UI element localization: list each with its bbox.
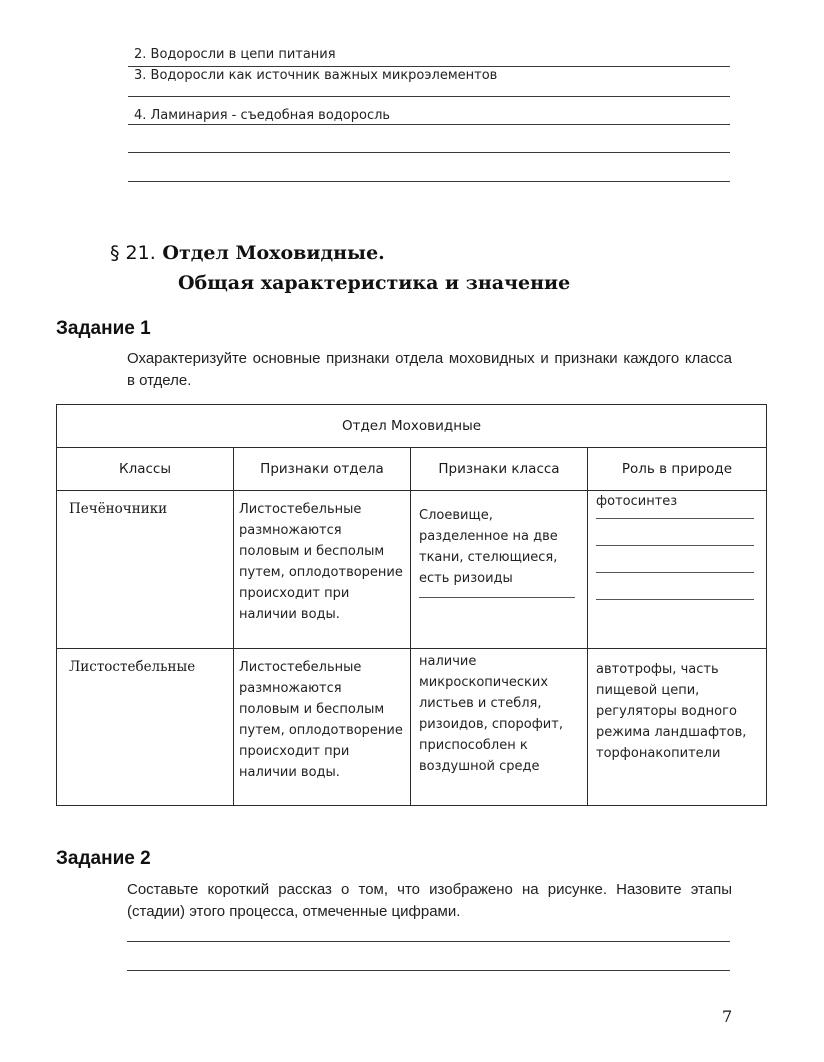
role-cell — [588, 491, 767, 649]
division-traits-cell: Листостебельные размножаются половым и бесполым путем, оплодотворение происходит при наличии воды. — [234, 491, 411, 649]
section-number: § 21. — [110, 242, 156, 264]
answer-rule — [128, 152, 730, 153]
column-header-division-traits: Признаки отдела — [234, 448, 411, 491]
table-row — [57, 649, 767, 806]
answer-line-3: 3. Водоросли как источник важных микроэлементов — [134, 68, 498, 83]
blank-answer-line — [596, 545, 754, 546]
class-traits-text: Слоевище, разделенное на две ткани, стелющиеся, есть ризоиды — [419, 508, 558, 586]
column-header-role: Роль в природе — [588, 448, 767, 491]
class-name: Печёночники — [57, 491, 234, 649]
answer-line-2: 2. Водоросли в цепи питания — [134, 47, 336, 62]
blank-answer-line — [596, 572, 754, 573]
role-text: фотосинтез — [596, 494, 678, 509]
answer-rule — [127, 941, 730, 942]
class-traits-cell — [411, 491, 588, 649]
section-title — [110, 238, 570, 298]
table-row — [57, 491, 767, 649]
answer-line-4: 4. Ламинария - съедобная водоросль — [134, 108, 391, 123]
task1-heading: Задание 1 — [56, 318, 151, 339]
task2-instruction: Составьте короткий рассказ о том, что изображено на рисунке. Назовите этапы (стадии) этого процесса, отмеченные цифрами. — [127, 881, 732, 920]
answer-rule — [128, 124, 730, 125]
top-answer-block — [128, 44, 730, 194]
answer-rule — [128, 96, 730, 97]
answer-rule — [128, 181, 730, 182]
section-title-line2: Общая характеристика и значение — [178, 272, 571, 294]
role-cell: автотрофы, часть пищевой цепи, регуляторы водного режима ландшафтов, торфонакопители — [588, 649, 767, 806]
blank-answer-line — [596, 599, 754, 600]
class-traits-cell: наличие микроскопических листьев и стебля, ризоидов, спорофит, приспособлен к воздушной среде — [411, 649, 588, 806]
blank-answer-line — [596, 518, 754, 519]
page-number: 7 — [722, 1007, 733, 1026]
column-header-class-traits: Признаки класса — [411, 448, 588, 491]
class-name: Листостебельные — [57, 649, 234, 806]
division-traits-cell: Листостебельные размножаются половым и бесполым путем, оплодотворение происходит при наличии воды. — [234, 649, 411, 806]
task1-instruction: Охарактеризуйте основные признаки отдела моховидных и признаки каждого класса в отделе. — [127, 350, 732, 389]
task2-heading: Задание 2 — [56, 848, 151, 869]
column-header-classes: Классы — [57, 448, 234, 491]
mosses-table — [56, 404, 767, 806]
answer-rule — [128, 66, 730, 67]
table-title: Отдел Моховидные — [57, 405, 767, 448]
blank-answer-line — [419, 597, 575, 598]
section-title-line1: Отдел Моховидные. — [162, 242, 385, 264]
answer-rule — [127, 970, 730, 971]
